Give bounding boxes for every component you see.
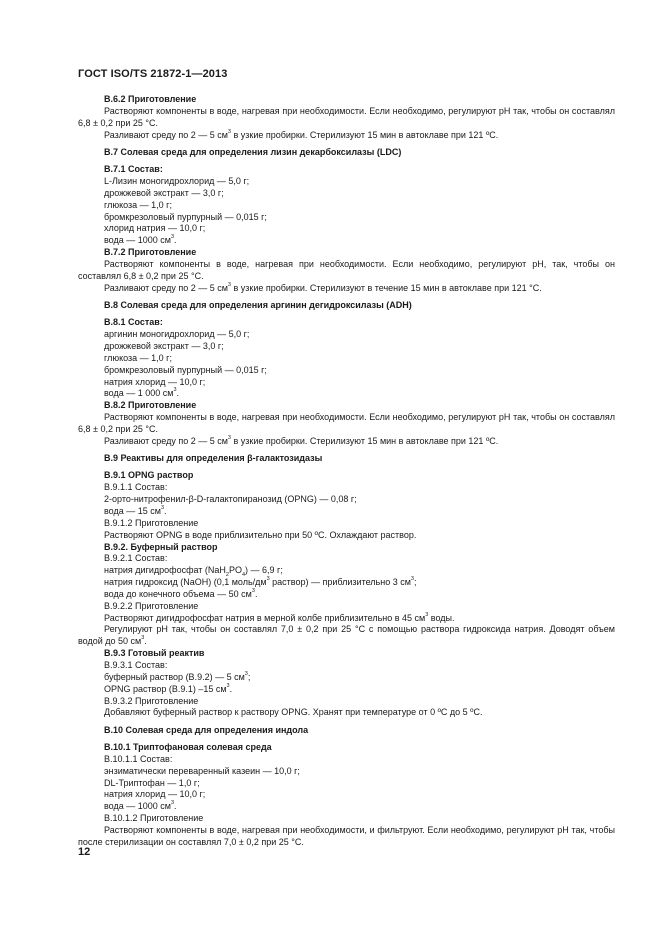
list-item: бромкрезоловый пурпурный — 0,015 г; xyxy=(104,364,267,375)
list-item: вода — 1000 $см^3$. xyxy=(104,234,177,246)
list-item: вода — 1000 $см^3$. xyxy=(104,800,177,812)
list-item: дрожжевой экстракт — 3,0 г; xyxy=(104,187,224,198)
paragraph: Растворяют компоненты в воде, нагревая при необходимости, и фильтруют. Если необходимо, регулируют pH так, чтобы после стерилизации он составлял 7,0 ± 0,2 при 25 °С. xyxy=(78,824,615,847)
document-body xyxy=(78,94,615,849)
paragraph: Добавляют буферный раствор к раствору OPNG. Хранят при температуре от 0 ºС до 5 ºС. xyxy=(104,707,483,718)
list-item: глюкоза — 1,0 г; xyxy=(104,352,172,363)
list-item: хлорид натрия — 10,0 г; xyxy=(104,223,206,234)
list-item: натрия дигидрофосфат $(NaH_2PO_4)$ — 6,9 г; xyxy=(104,565,283,579)
list-item: L-Лизин моногидрохлорид — 5,0 г; xyxy=(104,176,250,187)
list-item: DL-Триптофан — 1,0 г; xyxy=(104,777,200,788)
list-item: аргинин моногидрохлорид — 5,0 г; xyxy=(104,329,250,340)
list-item: бромкрезоловый пурпурный — 0,015 г; xyxy=(104,211,267,222)
list-item: глюкоза — 1,0 г; xyxy=(104,199,172,210)
paragraph: Растворяют компоненты в воде, нагревая при необходимости. Если необходимо, регулируют pH так, чтобы он составлял 6,8 ± 0,2 при 25 °С. xyxy=(78,105,615,128)
subsection-heading: В.9.3 Готовый реактив xyxy=(104,648,205,659)
list-item: натрия хлорид — 10,0 г; xyxy=(104,789,206,800)
subsection-heading: В.10.1 Триптофановая солевая среда xyxy=(104,742,272,753)
list-item: 2-орто-нитрофенил-β-D-галактопиранозид (OPNG) — 0,08 г; xyxy=(104,494,357,505)
section-heading: В.6.2 Приготовление xyxy=(104,94,197,104)
list-item: OPNG раствор (В.9.1) –15 $см^3$. xyxy=(104,682,233,694)
subsection-heading: В.7.2 Приготовление xyxy=(104,247,197,258)
section-heading: В.9 Реактивы для определения β-галактозидазы xyxy=(104,453,323,464)
clause: В.9.3.1 Состав: xyxy=(104,659,168,670)
list-item: натрия гидроксид (NaOH) (0,1 моль/$дм^3$ раствор) — приблизительно 3 $см^3$; xyxy=(104,576,417,588)
section-heading: В.10 Солевая среда для определения индола xyxy=(104,724,309,735)
list-item: вода — 15 $см^3$. xyxy=(104,505,167,516)
clause: В.9.1.1 Состав: xyxy=(104,482,168,493)
list-item: дрожжевой экстракт — 3,0 г; xyxy=(104,341,224,352)
subsection-heading: В.7.1 Состав: xyxy=(104,164,163,175)
list-item: энзиматически переваренный казеин — 10,0 г; xyxy=(104,765,300,776)
subsection-heading: В.8.1 Состав: xyxy=(104,317,163,328)
clause: В.9.1.2 Приготовление xyxy=(104,517,199,528)
paragraph: Регулируют pH так, чтобы он составлял 7,0 ± 0,2 при 25 °С с помощью раствора гидроксида натрия. Доводят объем водой до 50 $см^3$. xyxy=(78,624,615,647)
paragraph: Растворяют OPNG в воде приблизительно при 50 ºС. Охлаждают раствор. xyxy=(104,529,417,540)
clause: В.10.1.2 Приготовление xyxy=(104,813,204,824)
list-item: буферный раствор (В.9.2) — 5 $см^3$; xyxy=(104,670,251,682)
list-item: вода — 1 000 $см^3$. xyxy=(104,387,180,399)
subsection-heading: В.9.1 OPNG раствор xyxy=(104,470,194,481)
paragraph: Разливают среду по 2 — 5 $см^3$ в узкие пробирки. Стерилизуют 15 мин в автоклаве при 121 ºС. xyxy=(104,434,499,446)
document-header: ГОСТ ISO/TS 21872-1—2013 xyxy=(78,68,228,80)
clause: В.9.3.2 Приготовление xyxy=(104,695,199,706)
paragraph: Растворяют компоненты в воде, нагревая при необходимости. Если необходимо, регулируют pH, так, чтобы он составлял 6,8 ± 0,2 при 25 °С. xyxy=(78,258,615,281)
subsection-heading: В.9.2. Буферный раствор xyxy=(104,541,218,552)
list-item: вода до конечного объема — 50 $см^3$. xyxy=(104,587,258,599)
subsection-heading: В.8.2 Приготовление xyxy=(104,400,197,411)
clause: В.9.2.1 Состав: xyxy=(104,553,168,564)
list-item: натрия хлорид — 10,0 г; xyxy=(104,376,206,387)
paragraph: Разливают среду по 2 — 5 $см^3$ в узкие пробирки. Стерилизуют 15 мин в автоклаве при 121 ºС. xyxy=(104,128,499,140)
section-heading: В.8 Солевая среда для определения аргинин дегидроксилазы (ADH) xyxy=(104,300,412,310)
clause: В.10.1.1 Состав: xyxy=(104,753,173,764)
page-number: 12 xyxy=(78,846,91,858)
paragraph: Растворяют дигидрофосфат натрия в мерной колбе приблизительно в 45 $см^3$ воды. xyxy=(104,611,455,623)
paragraph: Разливают среду по 2 — 5 $см^3$ в узкие пробирки. Стерилизуют в течение 15 мин в автоклаве при 121 °С. xyxy=(104,281,542,293)
section-heading: В.7 Солевая среда для определения лизин декарбоксилазы (LDC) xyxy=(104,146,402,157)
clause: В.9.2.2 Приготовление xyxy=(104,600,199,611)
paragraph: Растворяют компоненты в воде, нагревая при необходимости. Если необходимо, регулируют pH так, чтобы он составлял 6,8 ± 0,2 при 25 °С. xyxy=(78,412,615,434)
